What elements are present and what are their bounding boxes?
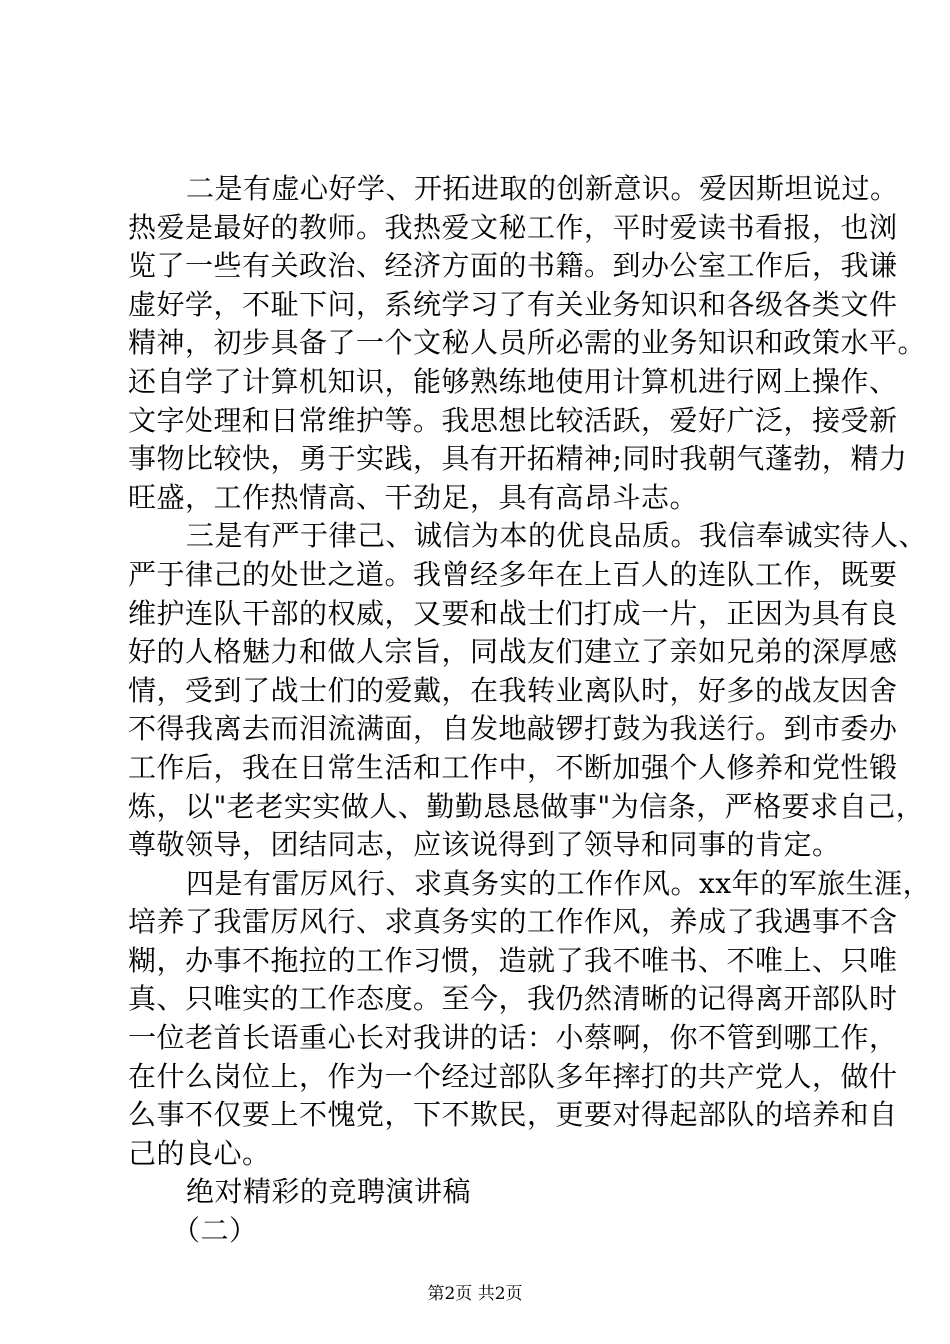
paragraph-2-line: 热爱是最好的教师。我热爱文秘工作，平时爱读书看报，也浏 xyxy=(128,210,898,244)
paragraph-3-line: 炼，以"老老实实做人、勤勤恳恳做事"为信条，严格要求自己， xyxy=(128,789,925,823)
paragraph-2-line: 精神，初步具备了一个文秘人员所必需的业务知识和政策水平。 xyxy=(128,326,927,360)
paragraph-4-line: 培养了我雷厉风行、求真务实的工作作风，养成了我遇事不含 xyxy=(128,905,898,939)
paragraph-4-line: 真、只唯实的工作态度。至今，我仍然清晰的记得离开部队时 xyxy=(128,982,898,1016)
paragraph-3-line: 好的人格魅力和做人宗旨，同战友们建立了亲如兄弟的深厚感 xyxy=(128,635,898,669)
paragraph-3-line: 维护连队干部的权威，又要和战士们打成一片，正因为具有良 xyxy=(128,596,898,630)
paragraph-3-line: 工作后，我在日常生活和工作中，不断加强个人修养和党性锻 xyxy=(128,750,898,784)
paragraph-2-line: 览了一些有关政治、经济方面的书籍。到办公室工作后，我谦 xyxy=(128,249,898,283)
paragraph-2-line: 文字处理和日常维护等。我思想比较活跃，爱好广泛，接受新 xyxy=(128,403,898,437)
paragraph-2-line: 旺盛，工作热情高、干劲足，具有高昂斗志。 xyxy=(128,480,699,514)
paragraph-2-line: 二是有虚心好学、开拓进取的创新意识。爱因斯坦说过。 xyxy=(186,172,899,205)
paragraph-4-line: 么事不仅要上不愧党，下不欺民，更要对得起部队的培养和自 xyxy=(128,1098,898,1132)
paragraph-2-line: 虚好学，不耻下问，系统学习了有关业务知识和各级各类文件 xyxy=(128,287,898,321)
paragraph-3-line: 情，受到了战士们的爱戴，在我转业离队时，好多的战友因舍 xyxy=(128,673,898,707)
paragraph-4-line: 一位老首长语重心长对我讲的话：小蔡啊，你不管到哪工作， xyxy=(128,1021,898,1055)
paragraph-4-line: 糊，办事不拖拉的工作习惯，造就了我不唯书、不唯上、只唯 xyxy=(128,943,898,977)
paragraph-2-line: 事物比较快，勇于实践，具有开拓精神;同时我朝气蓬勃，精力 xyxy=(128,442,908,476)
paragraph-4-line: 在什么岗位上，作为一个经过部队多年摔打的共产党人，做什 xyxy=(128,1059,898,1093)
paragraph-4-line: 四是有雷厉风行、求真务实的工作作风。xx年的军旅生涯， xyxy=(186,866,932,900)
section-title: 绝对精彩的竞聘演讲稿 xyxy=(186,1175,472,1209)
paragraph-3-line: 尊敬领导，团结同志，应该说得到了领导和同事的肯定。 xyxy=(128,828,841,862)
paragraph-3-line: 严于律己的处世之道。我曾经多年在上百人的连队工作，既要 xyxy=(128,557,898,591)
document-body xyxy=(128,170,932,1251)
section-subtitle: （二） xyxy=(172,1214,258,1248)
page-footer: 第2页 共2页 xyxy=(427,1284,523,1304)
paragraph-3-line: 三是有严于律己、诚信为本的优良品质。我信奉诚实待人、 xyxy=(186,519,928,553)
paragraph-2-line: 还自学了计算机知识，能够熟练地使用计算机进行网上操作、 xyxy=(128,364,898,398)
paragraph-4-line: 己的良心。 xyxy=(128,1136,271,1170)
paragraph-3-line: 不得我离去而泪流满面，自发地敲锣打鼓为我送行。到市委办 xyxy=(128,712,898,746)
